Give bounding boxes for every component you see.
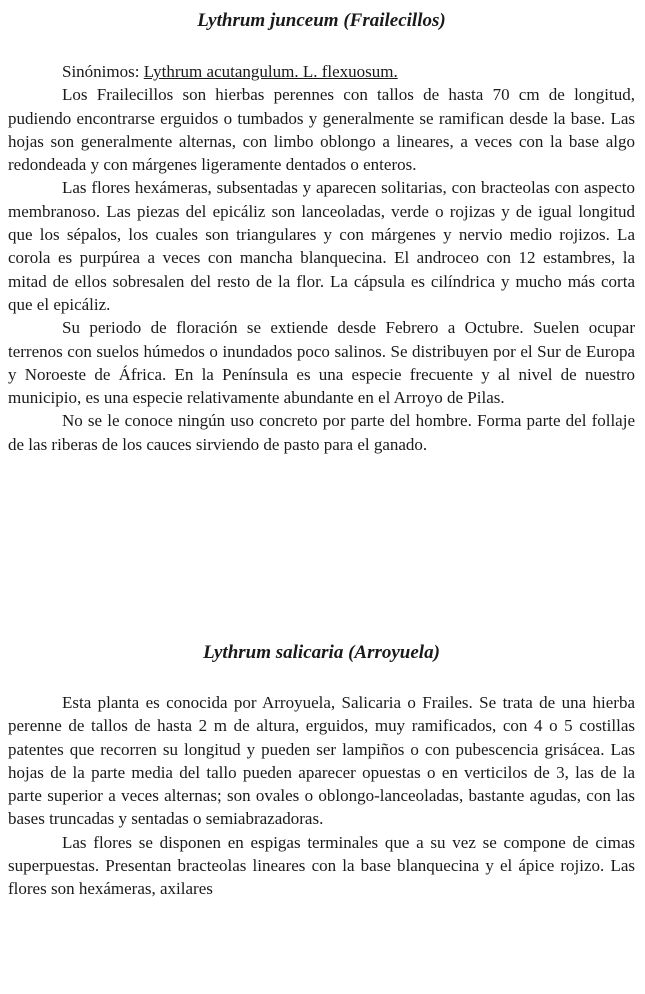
paragraph-uses: No se le conoce ningún uso concreto por parte del hombre. Forma parte del follaje de las riberas de los cauces sirviendo de pasto para el ganado. bbox=[8, 411, 635, 454]
section-body-lythrum-salicaria bbox=[8, 691, 635, 901]
section-body-lythrum-junceum bbox=[8, 60, 635, 456]
synonyms-value: Lythrum acutangulum. L. flexuosum. bbox=[143, 62, 398, 81]
synonyms-label: Sinónimos: bbox=[62, 62, 144, 81]
synonyms-line bbox=[8, 60, 635, 83]
paragraph-habitat: Su periodo de floración se extiende desde Febrero a Octubre. Suelen ocupar terrenos con suelos húmedos o inundados poco salinos. Se distribuyen por el Sur de Europa y Noroeste de África. En la Península es una especie frecuente y al nivel de nuestro municipio, es una especie relativamente abundante en el Arroyo de Pilas. bbox=[8, 318, 635, 408]
section-title-lythrum-salicaria: Lythrum salicaria (Arroyuela) bbox=[203, 642, 440, 663]
paragraph-description: Esta planta es conocida por Arroyuela, Salicaria o Frailes. Se trata de una hierba perenne de tallos de hasta 2 m de altura, erguidos, muy ramificados, con 4 o 5 costillas patentes que recorren su longitud y pueden ser lampiños o con pubescencia grisácea. Las hojas de la parte media del tallo pueden aparecer opuestas o en verticilos de 3, las de la parte superior a veces alternas; son ovales o oblongo-lanceoladas, bastante agudas, con las bases truncadas y sentadas o semiabrazadoras. bbox=[8, 693, 635, 829]
paragraph-description: Los Frailecillos son hierbas perennes con tallos de hasta 70 cm de longitud, pudiendo encontrarse erguidos o tumbados y generalmente se ramifican desde la base. Las hojas son generalmente alternas, con limbo oblongo a lineares, a veces con la base algo redondeada y con márgenes ligeramente dentados o enteros. bbox=[8, 85, 635, 175]
paragraph-flowers: Las flores se disponen en espigas terminales que a su vez se compone de cimas superpuestas. Presentan bracteolas lineares con la base blanquecina y el ápice rojizo. Las flores son hexámeras, axilares bbox=[8, 832, 635, 899]
paragraph-flowers: Las flores hexámeras, subsentadas y aparecen solitarias, con bracteolas con aspecto membranoso. Las piezas del epicáliz son lanceoladas, verde o rojizas y de igual longitud que los sépalos, los cuales son triangulares y con márgenes y nervio medio rojizos. La corola es purpúrea a veces con mancha blanquecina. El androceo con 12 estambres, la mitad de ellos sobresalen del resto de la flor. La cápsula es cilíndrica y mucho más corta que el epicáliz. bbox=[8, 178, 635, 314]
section-title-lythrum-junceum: Lythrum junceum (Frailecillos) bbox=[197, 10, 446, 31]
